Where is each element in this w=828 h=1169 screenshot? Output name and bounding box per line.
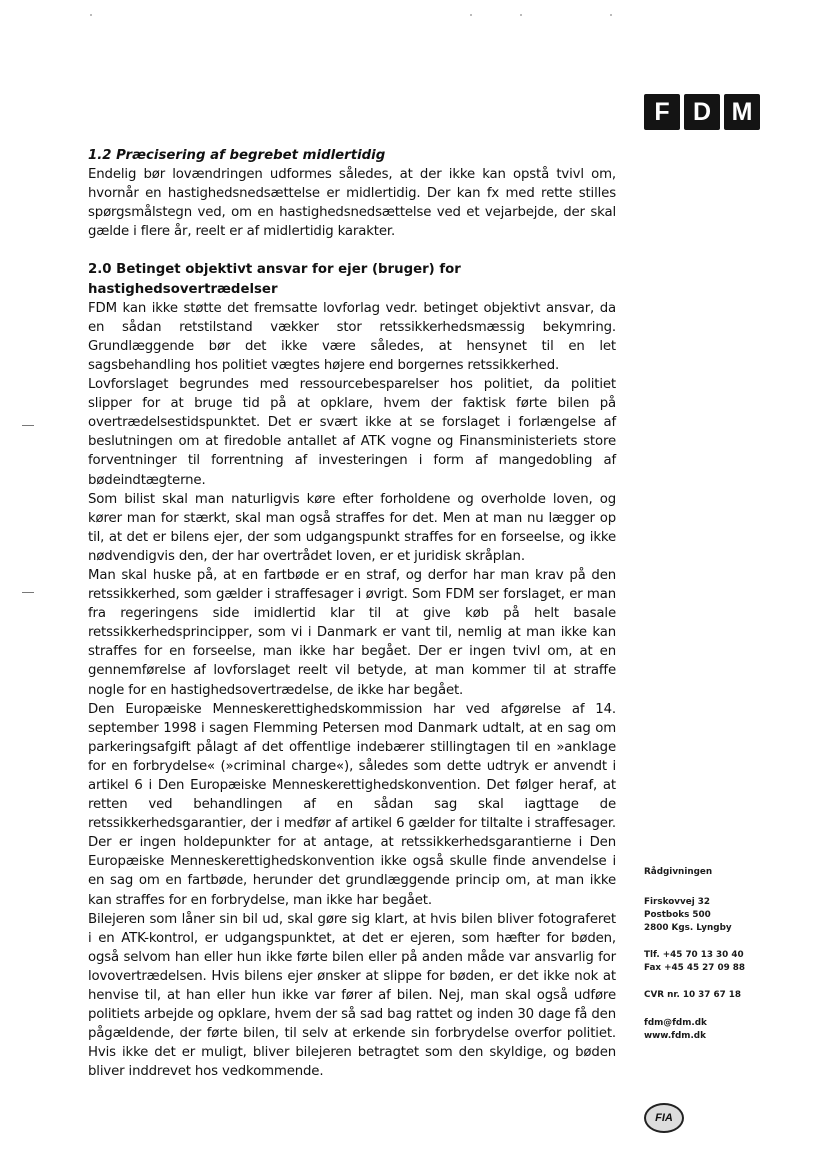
sidebar-web <box>644 1017 784 1043</box>
sidebar-address <box>644 896 784 935</box>
sidebar-cvr <box>644 989 784 1002</box>
paragraph: Endelig bør lovændringen udformes således, at der ikke kan opstå tvivl om, hvornår en hastighedsnedsættelse er midlertidig. Der kan fx med rette stilles spørgsmålstegn ved, om en hastighedsnedsættelse ved et vejarbejde, der skal gælde i flere år, reelt er af midlertidig karakter. <box>88 167 616 240</box>
city: 2800 Kgs. Lyngby <box>644 923 732 933</box>
logo-letter-d: D <box>684 94 720 130</box>
sidebar-org <box>644 866 784 879</box>
street: Firskovvej 32 <box>644 897 711 907</box>
logo-letter-f: F <box>644 94 680 130</box>
section-heading: 2.0 Betinget objektivt ansvar for ejer (bruger) for hastighedsovertrædelser <box>88 262 461 297</box>
fdm-logo <box>644 94 760 130</box>
sidebar-phone <box>644 949 784 975</box>
margin-mark <box>22 592 34 593</box>
paragraph: Bilejeren som låner sin bil ud, skal gøre sig klart, at hvis bilen bliver fotograferet i en ATK-kontrol, er udgangspunktet, at det er ejeren, som hæfter for bøden, også selvom han eller hun ikke førte bilen eller på anden måde var ansvarlig for lovovertrædelsen. Hvis bilens ejer ønsker at slippe for bøden, er det ikke nok at henvise til, at han eller hun ikke var fører af bilen. Nej, man skal også udføre politiets arbejde og opklare, hvem der så sad bag rattet og inden 30 dage få den pågældende, der førte bilen, til selv at erkende sin forbrydelse overfor politiet. Hvis ikke det er muligt, bliver bilejeren betragtet som den skyldige, og bøden bliver inddrevet hos vedkommende. <box>88 911 616 1080</box>
fax: Fax +45 45 27 09 88 <box>644 963 745 973</box>
section-1-2 <box>88 146 616 241</box>
document-body <box>88 146 616 1101</box>
web-link[interactable]: www.fdm.dk <box>644 1031 706 1041</box>
paragraph: FDM kan ikke støtte det fremsatte lovforlag vedr. betinget objektivt ansvar, da en sådan retstilstand vækker stor retssikkerhedsmæssig bekymring. Grundlæggende bør det ikke være således, at hensynet til en let sagsbehandling hos politiet vægtes højere end borgernes retssikkerhed. <box>88 300 616 373</box>
po-box: Postboks 500 <box>644 910 711 920</box>
paragraph: Som bilist skal man naturligvis køre efter forholdene og overholde loven, og kører man for stærkt, skal man også straffes for det. Men at man nu lægger op til, at det er bilens ejer, der som udgangspunkt straffes for en forseelse, og ikke nødvendigvis den, der har overtrådet loven, er et juridisk skråplan. <box>88 491 616 564</box>
cvr: CVR nr. 10 37 67 18 <box>644 990 742 1000</box>
phone: Tlf. +45 70 13 30 40 <box>644 950 744 960</box>
logo-letter-m: M <box>724 94 760 130</box>
paragraph: Lovforslaget begrundes med ressourcebesparelser hos politiet, da politiet slipper for at bruge tid på at opklare, hvem der faktisk førte bilen på overtrædelsestidspunktet. Det er svært ikke at se forslaget i forlængelse af beslutningen om at firedoble antallet af ATK vogne og Finansministeriets store forventninger til forrentning af investeringen i form af mangedobling af bødeindtægterne. <box>88 377 616 488</box>
section-2-0 <box>88 260 616 1081</box>
email-link[interactable]: fdm@fdm.dk <box>644 1018 707 1028</box>
margin-mark <box>22 425 34 426</box>
fia-logo: FIA <box>644 1103 684 1133</box>
paragraph: Man skal huske på, at en fartbøde er en straf, og derfor har man krav på den retssikkerhed, som gælder i straffesager i øvrigt. Som FDM ser forslaget, er man fra regeringens side imidlertid klar til at give køb på helt basale retssikkerhedsprincipper, som vi i Danmark er vant til, nemlig at man ikke kan straffes for en forseelse, man ikke har begået. Der er ingen tvivl om, at en gennemførelse af lovforslaget reelt vil betyde, at man kommer til at straffe nogle for en hastighedsovertrædelse, de ikke har begået. <box>88 567 616 698</box>
section-heading: 1.2 Præcisering af begrebet midlertidig <box>88 148 386 163</box>
paragraph: Den Europæiske Menneskerettighedskommission har ved afgørelse af 14. september 1998 i sagen Flemming Petersen mod Danmark udtalt, at en sag om parkeringsafgift pålagt af det offentlige indebærer stillingtagen til en »anklage for en forbrydelse« (»criminal charge«), således som dette udtryk er anvendt i artikel 6 i Den Europæiske Menneskerettighedskonvention. Det følger heraf, at retten ved behandlingen af en sådan sag skal iagttage de retssikkerhedsgarantier, der i medfør af artikel 6 gælder for tiltalte i straffesager. Der er ingen holdepunkter for at antage, at retssikkerhedsgarantierne i Den Europæiske Menneskerettighedskonvention ikke også skulle finde anvendelse i en sag om en fartbøde, herunder det grundlæggende princip om, at man ikke kan straffes for en forbrydelse, man ikke har begået. <box>88 701 616 908</box>
org-name: Rådgivningen <box>644 867 713 877</box>
